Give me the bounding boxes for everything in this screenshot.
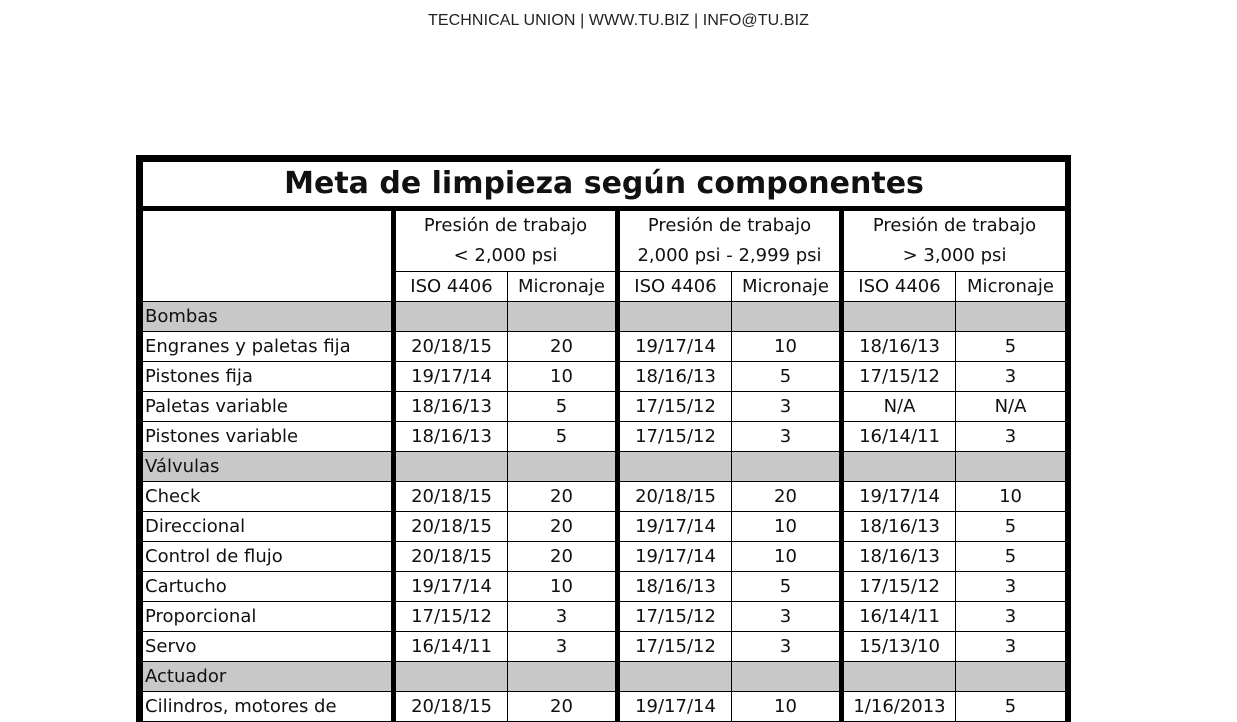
micron-value: 5 bbox=[732, 572, 842, 602]
iso-value: 19/17/14 bbox=[842, 482, 956, 512]
empty-corner-cell bbox=[143, 209, 394, 302]
iso-value: 1/16/2013 bbox=[842, 692, 956, 722]
micron-value: 10 bbox=[732, 512, 842, 542]
micron-value: 10 bbox=[732, 692, 842, 722]
iso-value: 19/17/14 bbox=[394, 362, 508, 392]
iso-value: 17/15/12 bbox=[618, 602, 732, 632]
section-label: Válvulas bbox=[143, 452, 394, 482]
section-row-actuador bbox=[143, 662, 1066, 692]
iso-value: 20/18/15 bbox=[394, 512, 508, 542]
micron-value: 3 bbox=[956, 422, 1066, 452]
iso-value: 20/18/15 bbox=[394, 542, 508, 572]
iso-value: 18/16/13 bbox=[618, 572, 732, 602]
iso-value: 16/14/11 bbox=[842, 422, 956, 452]
iso-value: 18/16/13 bbox=[842, 512, 956, 542]
iso-value: 18/16/13 bbox=[394, 392, 508, 422]
group-header-high: Presión de trabajo > 3,000 psi bbox=[842, 209, 1066, 272]
row-label: Servo bbox=[143, 632, 394, 662]
page-header: TECHNICAL UNION | WWW.TU.BIZ | INFO@TU.BIZ bbox=[427, 12, 810, 29]
micron-value: 10 bbox=[732, 542, 842, 572]
subheader-micron: Micronaje bbox=[956, 272, 1066, 302]
table-title: Meta de limpieza según componentes bbox=[143, 162, 1066, 209]
row-label: Direccional bbox=[143, 512, 394, 542]
iso-value: 17/15/12 bbox=[394, 602, 508, 632]
iso-value: 19/17/14 bbox=[394, 572, 508, 602]
micron-value: 3 bbox=[508, 632, 618, 662]
iso-value: 20/18/15 bbox=[394, 332, 508, 362]
micron-value: 3 bbox=[956, 602, 1066, 632]
iso-value: 19/17/14 bbox=[618, 542, 732, 572]
micron-value: 10 bbox=[732, 332, 842, 362]
micron-value: 3 bbox=[732, 632, 842, 662]
iso-value: 17/15/12 bbox=[618, 422, 732, 452]
iso-value: 20/18/15 bbox=[394, 482, 508, 512]
micron-value: 3 bbox=[732, 602, 842, 632]
table-row bbox=[143, 572, 1066, 602]
micron-value: 3 bbox=[732, 422, 842, 452]
row-label: Paletas variable bbox=[143, 392, 394, 422]
iso-value: 16/14/11 bbox=[842, 602, 956, 632]
section-label: Actuador bbox=[143, 662, 394, 692]
row-label: Proporcional bbox=[143, 602, 394, 632]
row-label: Check bbox=[143, 482, 394, 512]
table-row bbox=[143, 482, 1066, 512]
subheader-iso: ISO 4406 bbox=[842, 272, 956, 302]
micron-value: 3 bbox=[508, 602, 618, 632]
iso-value: 19/17/14 bbox=[618, 512, 732, 542]
micron-value: 5 bbox=[956, 542, 1066, 572]
micron-value: 10 bbox=[508, 572, 618, 602]
micron-value: 20 bbox=[508, 692, 618, 722]
group-header-mid: Presión de trabajo 2,000 psi - 2,999 psi bbox=[618, 209, 842, 272]
iso-value: 17/15/12 bbox=[842, 572, 956, 602]
table-row bbox=[143, 692, 1066, 722]
micron-value: 5 bbox=[956, 692, 1066, 722]
micron-value: 20 bbox=[732, 482, 842, 512]
iso-value: 20/18/15 bbox=[618, 482, 732, 512]
micron-value: 5 bbox=[956, 512, 1066, 542]
iso-value: 18/16/13 bbox=[394, 422, 508, 452]
micron-value: 3 bbox=[732, 392, 842, 422]
iso-value: 17/15/12 bbox=[618, 632, 732, 662]
table-row bbox=[143, 392, 1066, 422]
micron-value: 5 bbox=[732, 362, 842, 392]
micron-value: 5 bbox=[508, 422, 618, 452]
row-label: Pistones fija bbox=[143, 362, 394, 392]
micron-value: N/A bbox=[956, 392, 1066, 422]
iso-value: 19/17/14 bbox=[618, 332, 732, 362]
iso-value: 18/16/13 bbox=[842, 542, 956, 572]
micron-value: 3 bbox=[956, 632, 1066, 662]
table-row bbox=[143, 332, 1066, 362]
iso-value: N/A bbox=[842, 392, 956, 422]
micron-value: 20 bbox=[508, 542, 618, 572]
group-header-low: Presión de trabajo < 2,000 psi bbox=[394, 209, 618, 272]
table-row bbox=[143, 362, 1066, 392]
section-label: Bombas bbox=[143, 302, 394, 332]
iso-value: 17/15/12 bbox=[842, 362, 956, 392]
iso-value: 15/13/10 bbox=[842, 632, 956, 662]
micron-value: 20 bbox=[508, 512, 618, 542]
iso-value: 16/14/11 bbox=[394, 632, 508, 662]
row-label: Engranes y paletas fija bbox=[143, 332, 394, 362]
section-row-valvulas bbox=[143, 452, 1066, 482]
row-label: Cartucho bbox=[143, 572, 394, 602]
iso-value: 18/16/13 bbox=[842, 332, 956, 362]
iso-value: 20/18/15 bbox=[394, 692, 508, 722]
micron-value: 20 bbox=[508, 482, 618, 512]
micron-value: 10 bbox=[956, 482, 1066, 512]
micron-value: 3 bbox=[956, 362, 1066, 392]
table-row bbox=[143, 542, 1066, 572]
iso-value: 19/17/14 bbox=[618, 692, 732, 722]
table-row bbox=[143, 422, 1066, 452]
micron-value: 10 bbox=[508, 362, 618, 392]
iso-value: 17/15/12 bbox=[618, 392, 732, 422]
cleanliness-table bbox=[142, 161, 1066, 722]
table-row bbox=[143, 632, 1066, 662]
micron-value: 5 bbox=[956, 332, 1066, 362]
micron-value: 5 bbox=[508, 392, 618, 422]
subheader-iso: ISO 4406 bbox=[394, 272, 508, 302]
section-row-bombas bbox=[143, 302, 1066, 332]
subheader-iso: ISO 4406 bbox=[618, 272, 732, 302]
row-label: Control de flujo bbox=[143, 542, 394, 572]
subheader-micron: Micronaje bbox=[508, 272, 618, 302]
table-row bbox=[143, 512, 1066, 542]
row-label: Cilindros, motores de bbox=[143, 692, 394, 722]
iso-value: 18/16/13 bbox=[618, 362, 732, 392]
micron-value: 3 bbox=[956, 572, 1066, 602]
subheader-micron: Micronaje bbox=[732, 272, 842, 302]
table-row bbox=[143, 602, 1066, 632]
cleanliness-table-frame bbox=[136, 155, 1071, 722]
micron-value: 20 bbox=[508, 332, 618, 362]
row-label: Pistones variable bbox=[143, 422, 394, 452]
